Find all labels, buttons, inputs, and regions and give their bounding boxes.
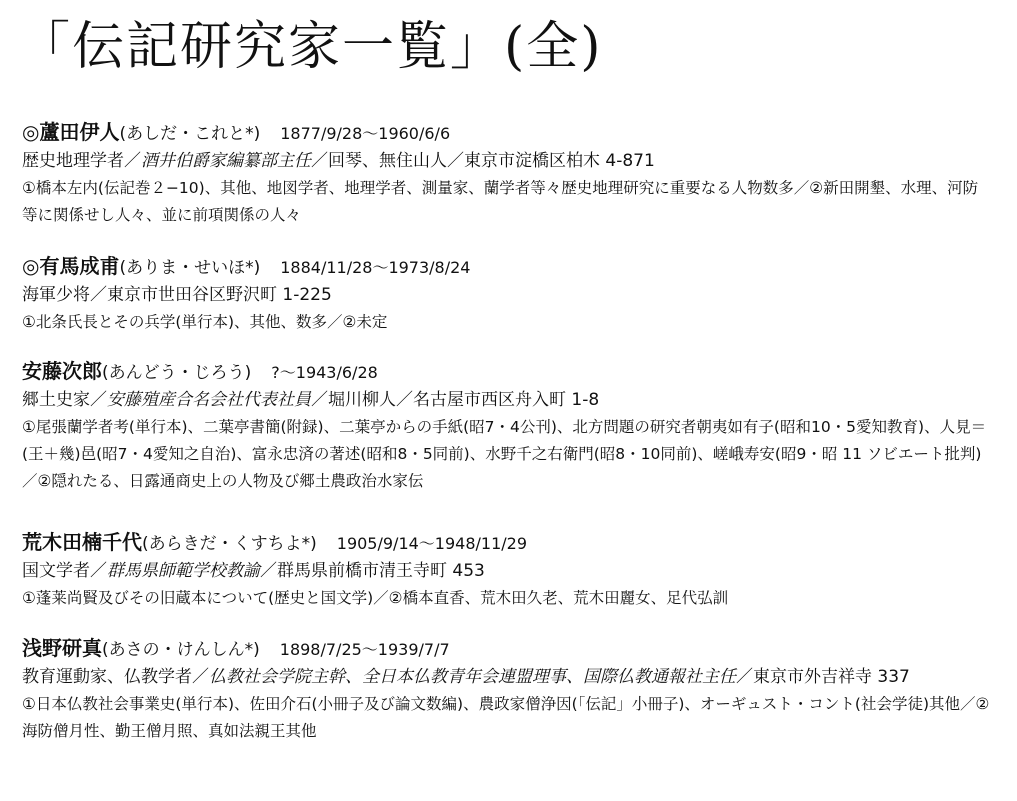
name-reading: (あんどう・じろう) (102, 363, 252, 383)
entry-header (22, 251, 993, 281)
works-text: ①橋本左内(伝記巻２−10)、其他、地図学者、地理学者、測量家、蘭学者等々歴史地理研究に重要なる人物数多／②新田開墾、水理、河防等に関係せし人々、並に前項関係の人々 (22, 179, 979, 224)
entry-header (22, 633, 993, 663)
researcher-entry (22, 117, 993, 229)
life-dates: 1905/9/14〜1948/11/29 (336, 534, 528, 553)
researcher-entry (22, 251, 993, 336)
researcher-name: ◎有馬成甫 (22, 254, 120, 278)
name-reading: (ありま・せいほ*) (119, 258, 261, 278)
researcher-name: ◎蘆田伊人 (22, 120, 120, 144)
profession-line (22, 147, 993, 175)
profession: 国文学者／ (22, 561, 107, 581)
life-dates: 1877/9/28〜1960/6/6 (280, 124, 451, 143)
entry-header (22, 527, 993, 557)
works-text: ①日本仏教社会事業史(単行本)、佐田介石(小冊子及び論文数編)、農政家僧浄因(「伝記」小冊子)、オーギュスト・コント(社会学徒)其他／②海防僧月性、勤王僧月照、真如法親王其他 (22, 695, 990, 740)
works-text: ①蓬莱尚賢及びその旧蔵本について(歴史と国文学)／②橋本直香、荒木田久老、荒木田麗女、足代弘訓 (22, 589, 729, 607)
profession: 歴史地理学者／ (22, 151, 141, 171)
profession: 海軍少将／東京市世田谷区野沢町 1-225 (22, 285, 332, 305)
researcher-name: 浅野研真 (22, 636, 102, 660)
works-text: ①尾張蘭学者考(単行本)、二葉亭書簡(附録)、二葉亭からの手紙(昭7・4公刊)、北方問題の研究者朝夷如有子(昭和10・5愛知教育)、人見＝(王＋幾)邑(昭7・4愛知之自治)、富永忠済の著述(昭和8・5同前)、水野千之右衛門(昭8・10同前)、嵯峨寿安(昭9・昭 11 ソビエート批判)／②隠れたる、日露通商史上の人物及び郷土農政治水家伝 (22, 418, 987, 490)
page-title: 「伝記研究家一覧」(全) (18, 17, 603, 77)
entry-header (22, 117, 993, 147)
profession-line (22, 557, 993, 585)
position: 安藤殖産合名会社代表社員 (107, 390, 311, 410)
position: 酒井伯爵家編纂部主任 (141, 151, 311, 171)
address: ／堀川柳人／名古屋市西区舟入町 1-8 (311, 390, 600, 410)
name-reading: (あさの・けんしん*) (102, 640, 260, 660)
profession-line (22, 386, 993, 414)
works-text: ①北条氏長とその兵学(単行本)、其他、数多／②未定 (22, 313, 388, 331)
address: ／東京市外吉祥寺 337 (736, 667, 910, 687)
name-reading: (あらきだ・くすちよ*) (142, 534, 317, 554)
profession: 教育運動家、仏教学者／ (22, 667, 209, 687)
position: 群馬県師範学校教諭 (107, 561, 260, 581)
profession: 郷土史家／ (22, 390, 107, 410)
researcher-name: 荒木田楠千代 (22, 530, 142, 554)
researcher-entry (22, 527, 993, 612)
researcher-entry (22, 356, 993, 495)
life-dates: 1884/11/28〜1973/8/24 (280, 258, 471, 277)
name-reading: (あしだ・これと*) (119, 124, 261, 144)
researcher-entry (22, 633, 993, 745)
entry-header (22, 356, 993, 386)
address: ／回琴、無住山人／東京市淀橋区柏木 4-871 (311, 151, 655, 171)
life-dates: ?〜1943/6/28 (271, 363, 378, 382)
researcher-name: 安藤次郎 (22, 359, 102, 383)
profession-line (22, 663, 993, 691)
address: ／群馬県前橋市清王寺町 453 (260, 561, 485, 581)
position: 仏教社会学院主幹、全日本仏教青年会連盟理事、国際仏教通報社主任 (209, 667, 736, 687)
profession-line (22, 281, 993, 309)
life-dates: 1898/7/25〜1939/7/7 (279, 640, 450, 659)
